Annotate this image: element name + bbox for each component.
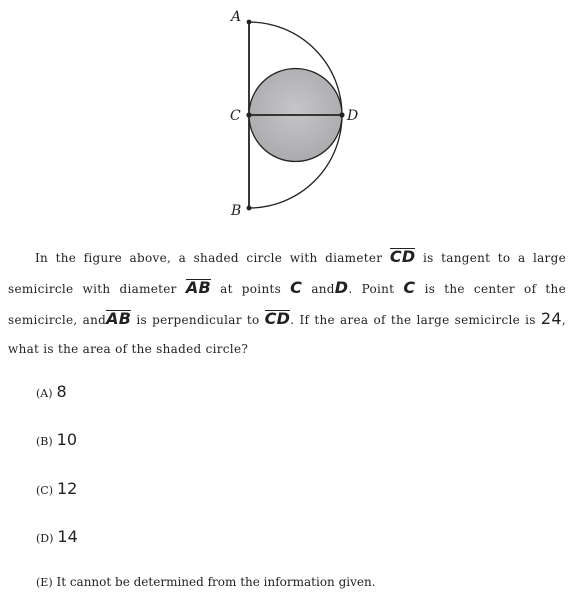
segment-cd: CD [389, 247, 416, 266]
choice-letter: (A) [36, 387, 53, 400]
point-a [247, 20, 252, 25]
problem-part: . Point [348, 282, 395, 296]
problem-part: . If the area of the large semicircle is [290, 313, 536, 327]
choice-a[interactable] [36, 382, 67, 401]
point-c-label: C [290, 278, 303, 297]
choice-value: 8 [56, 382, 67, 401]
problem-part: is the center of the semicircle, and [8, 282, 566, 327]
area-value: 24 [540, 309, 562, 328]
problem-text [8, 244, 566, 364]
label-c: C [230, 108, 241, 124]
problem-part: is tangent to a large semicircle with diameter [8, 251, 566, 296]
label-b: B [231, 203, 242, 219]
problem-part: and [311, 282, 335, 296]
point-b [247, 206, 252, 211]
choice-c[interactable] [36, 479, 77, 498]
choice-value: 10 [56, 430, 78, 449]
label-d: D [347, 108, 359, 124]
point-d-label: D [334, 278, 349, 297]
point-c-label: C [403, 278, 416, 297]
problem-part: In the figure above, a shaded circle with diameter [35, 251, 383, 265]
choice-e[interactable] [36, 575, 376, 589]
choice-text: It cannot be determined from the information given. [56, 575, 376, 589]
segment-ab: AB [185, 278, 212, 297]
segment-cd: CD [264, 309, 291, 328]
choice-letter: (D) [36, 532, 54, 545]
problem-part: at points [220, 282, 282, 296]
choice-d[interactable] [36, 527, 78, 546]
problem-part: is perpendicular to [136, 313, 260, 327]
point-d [339, 112, 344, 117]
segment-ab: AB [106, 309, 132, 328]
choice-letter: (C) [36, 484, 53, 497]
choice-b[interactable] [36, 430, 77, 449]
semicircle-diagram [230, 8, 361, 221]
choice-letter: (E) [36, 576, 53, 589]
choice-letter: (B) [36, 435, 53, 448]
choice-value: 14 [57, 527, 78, 546]
problem-part: , what is the area of the shaded circle? [8, 313, 566, 356]
choice-value: 12 [57, 479, 78, 498]
label-a: A [231, 9, 242, 25]
point-c [246, 112, 251, 117]
geometry-figure [230, 8, 361, 221]
